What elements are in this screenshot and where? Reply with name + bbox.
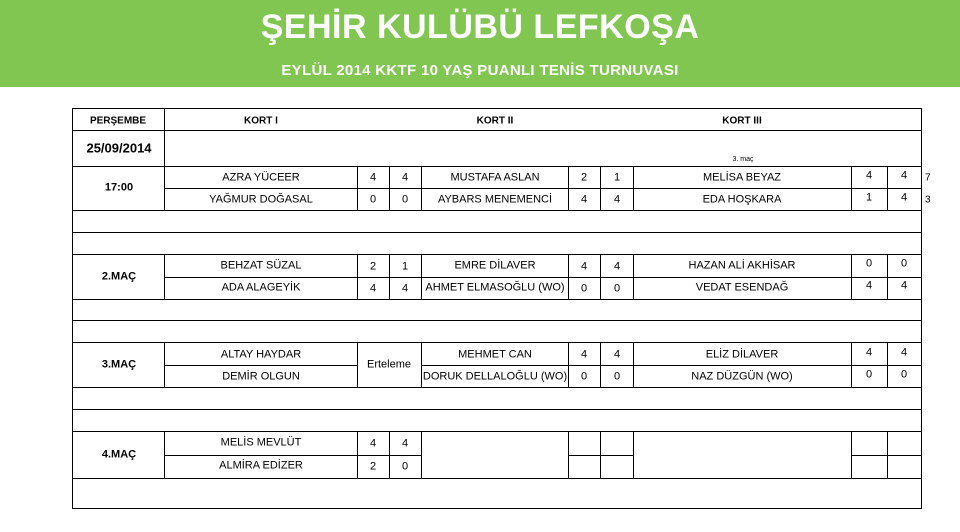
score: 0 [401, 193, 409, 206]
score: 0 [865, 257, 873, 270]
player-name: YAĞMUR DOĞASAL [209, 193, 313, 206]
player-name: MEHMET CAN [458, 348, 532, 361]
score: 4 [613, 193, 621, 206]
score: 1 [613, 171, 621, 184]
round-label: 4.MAÇ [101, 448, 137, 461]
player-name: HAZAN ALİ AKHİSAR [688, 259, 796, 272]
score: 4 [369, 171, 377, 184]
score: 4 [369, 282, 377, 295]
court-3-header: KORT III [722, 115, 762, 127]
player-name: DEMİR OLGUN [222, 370, 300, 383]
score: 4 [401, 171, 409, 184]
player-name: EMRE DİLAVER [454, 259, 536, 272]
postponed-note: Erteleme [366, 358, 412, 371]
player-name: ALMİRA EDİZER [219, 459, 303, 472]
score: 4 [580, 348, 588, 361]
score: 0 [900, 257, 908, 270]
score: 4 [580, 193, 588, 206]
score: 4 [580, 260, 588, 273]
player-name: AHMET ELMASOĞLU (WO) [425, 281, 565, 294]
score: 0 [580, 370, 588, 383]
score: 4 [900, 346, 908, 359]
score: 4 [401, 282, 409, 295]
player-name: DORUK DELLALOĞLU (WO) [422, 370, 568, 383]
score: 2 [369, 260, 377, 273]
score: 0 [613, 282, 621, 295]
score: 4 [865, 169, 873, 182]
score: 4 [900, 191, 908, 204]
score: 4 [369, 437, 377, 450]
score: 1 [401, 260, 409, 273]
score: 4 [865, 346, 873, 359]
score: 4 [865, 279, 873, 292]
tournament-subtitle: EYLÜL 2014 KKTF 10 YAŞ PUANLI TENİS TURNUVASI [281, 62, 679, 79]
score: 4 [613, 348, 621, 361]
score: 2 [369, 460, 377, 473]
score: 4 [401, 437, 409, 450]
side-note: 7 [925, 172, 931, 184]
player-name: ELİZ DİLAVER [705, 348, 779, 361]
score: 0 [580, 282, 588, 295]
player-name: NAZ DÜZGÜN (WO) [691, 370, 793, 383]
player-name: ADA ALAGEYİK [221, 281, 301, 294]
side-note: 3 [925, 194, 931, 206]
score: 0 [900, 368, 908, 381]
match-date: 25/09/2014 [86, 140, 152, 156]
player-name: MUSTAFA ASLAN [450, 171, 540, 184]
player-name: BEHZAT SÜZAL [220, 259, 302, 272]
player-name: ALTAY HAYDAR [220, 348, 302, 361]
day-header: PERŞEMBE [89, 115, 147, 127]
score: 0 [865, 368, 873, 381]
score: 0 [369, 193, 377, 206]
score: 4 [900, 279, 908, 292]
player-name: AYBARS MENEMENCİ [437, 193, 553, 206]
court-1-header: KORT I [244, 115, 278, 127]
third-match-note: 3. maç [732, 156, 754, 163]
round-label: 17:00 [104, 181, 134, 194]
club-title: ŞEHİR KULÜBÜ LEFKOŞA [260, 8, 700, 46]
player-name: AZRA YÜCEER [222, 171, 300, 184]
score: 4 [613, 260, 621, 273]
score: 0 [401, 460, 409, 473]
player-name: VEDAT ESENDAĞ [695, 281, 789, 294]
player-name: EDA HOŞKARA [702, 193, 782, 206]
round-label: 2.MAÇ [101, 270, 137, 283]
table-border [73, 109, 922, 509]
court-2-header: KORT II [476, 115, 514, 127]
score: 0 [613, 370, 621, 383]
player-name: MELİS MEVLÜT [220, 436, 302, 449]
score: 2 [580, 171, 588, 184]
score: 4 [900, 169, 908, 182]
round-label: 3.MAÇ [101, 358, 137, 371]
player-name: MELİSA BEYAZ [702, 171, 782, 184]
score: 1 [865, 191, 873, 204]
